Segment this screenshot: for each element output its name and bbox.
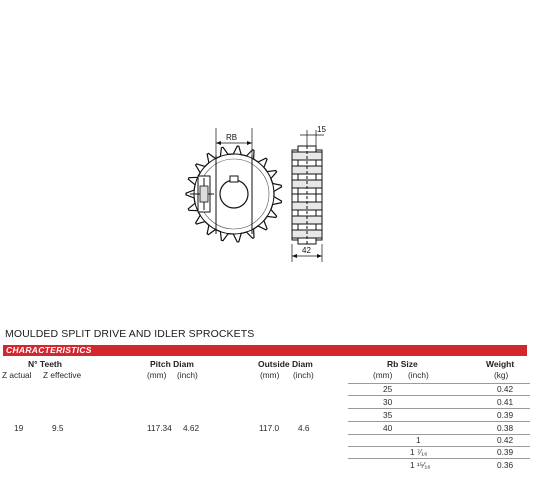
dim-15-label: 15 bbox=[317, 125, 326, 134]
header-outside-inch: (inch) bbox=[293, 370, 314, 380]
rb-row-4-weight: 0.38 bbox=[497, 423, 514, 433]
header-weight-unit: (kg) bbox=[494, 370, 509, 380]
header-rb-size: Rb Size bbox=[387, 359, 418, 369]
row-divider bbox=[348, 421, 530, 422]
dim-42 bbox=[292, 244, 322, 262]
rb-row-4-mm: 40 bbox=[383, 423, 393, 433]
page-title: MOULDED SPLIT DRIVE AND IDLER SPROCKETS bbox=[5, 328, 255, 340]
rb-row-1-weight: 0.42 bbox=[497, 384, 514, 394]
characteristics-label: CHARACTERISTICS bbox=[6, 345, 92, 355]
rb-row-6-weight: 0.39 bbox=[497, 447, 514, 457]
header-pitch-mm: (mm) bbox=[147, 370, 167, 380]
rb-row-2-mm: 30 bbox=[383, 397, 393, 407]
dim-42-label: 42 bbox=[302, 246, 311, 255]
cell-z-effective: 9.5 bbox=[52, 423, 64, 433]
header-rb-mm: (mm) bbox=[373, 370, 393, 380]
rb-row-5-weight: 0.42 bbox=[497, 435, 514, 445]
row-divider bbox=[348, 458, 530, 459]
rb-dim-label: RB bbox=[226, 133, 238, 142]
header-outside-mm: (mm) bbox=[260, 370, 280, 380]
rb-row-3-mm: 35 bbox=[383, 410, 393, 420]
rb-row-6-inch: 1 ⁷⁄₁₆ bbox=[410, 447, 428, 457]
front-view-sprocket bbox=[186, 146, 282, 242]
header-pitch-inch: (inch) bbox=[177, 370, 198, 380]
rb-row-7-inch: 1 ¹⁵⁄₁₆ bbox=[410, 460, 431, 470]
header-z-effective: Z effective bbox=[43, 370, 82, 380]
cell-z-actual: 19 bbox=[14, 423, 24, 433]
cell-outside-inch: 4.6 bbox=[298, 423, 310, 433]
cell-pitch-mm: 117.34 bbox=[147, 423, 172, 433]
header-rb-inch: (inch) bbox=[408, 370, 429, 380]
header-z-actual: Z actual bbox=[2, 370, 32, 380]
characteristics-bar bbox=[3, 345, 527, 356]
rb-row-3-weight: 0.39 bbox=[497, 410, 514, 420]
header-weight: Weight bbox=[486, 359, 515, 369]
header-outside-diam: Outside Diam bbox=[258, 359, 313, 369]
rb-row-7-weight: 0.36 bbox=[497, 460, 514, 470]
dim-15 bbox=[300, 125, 326, 146]
side-view-sprocket bbox=[292, 146, 322, 244]
cell-pitch-inch: 4.62 bbox=[183, 423, 200, 433]
header-teeth: N° Teeth bbox=[28, 359, 62, 369]
cell-outside-mm: 117.0 bbox=[259, 423, 280, 433]
rb-row-1-mm: 25 bbox=[383, 384, 393, 394]
row-divider bbox=[348, 408, 530, 409]
header-pitch-diam: Pitch Diam bbox=[150, 359, 194, 369]
rb-row-2-weight: 0.41 bbox=[497, 397, 514, 407]
row-divider bbox=[348, 395, 530, 396]
rb-row-5-inch: 1 bbox=[416, 435, 421, 445]
